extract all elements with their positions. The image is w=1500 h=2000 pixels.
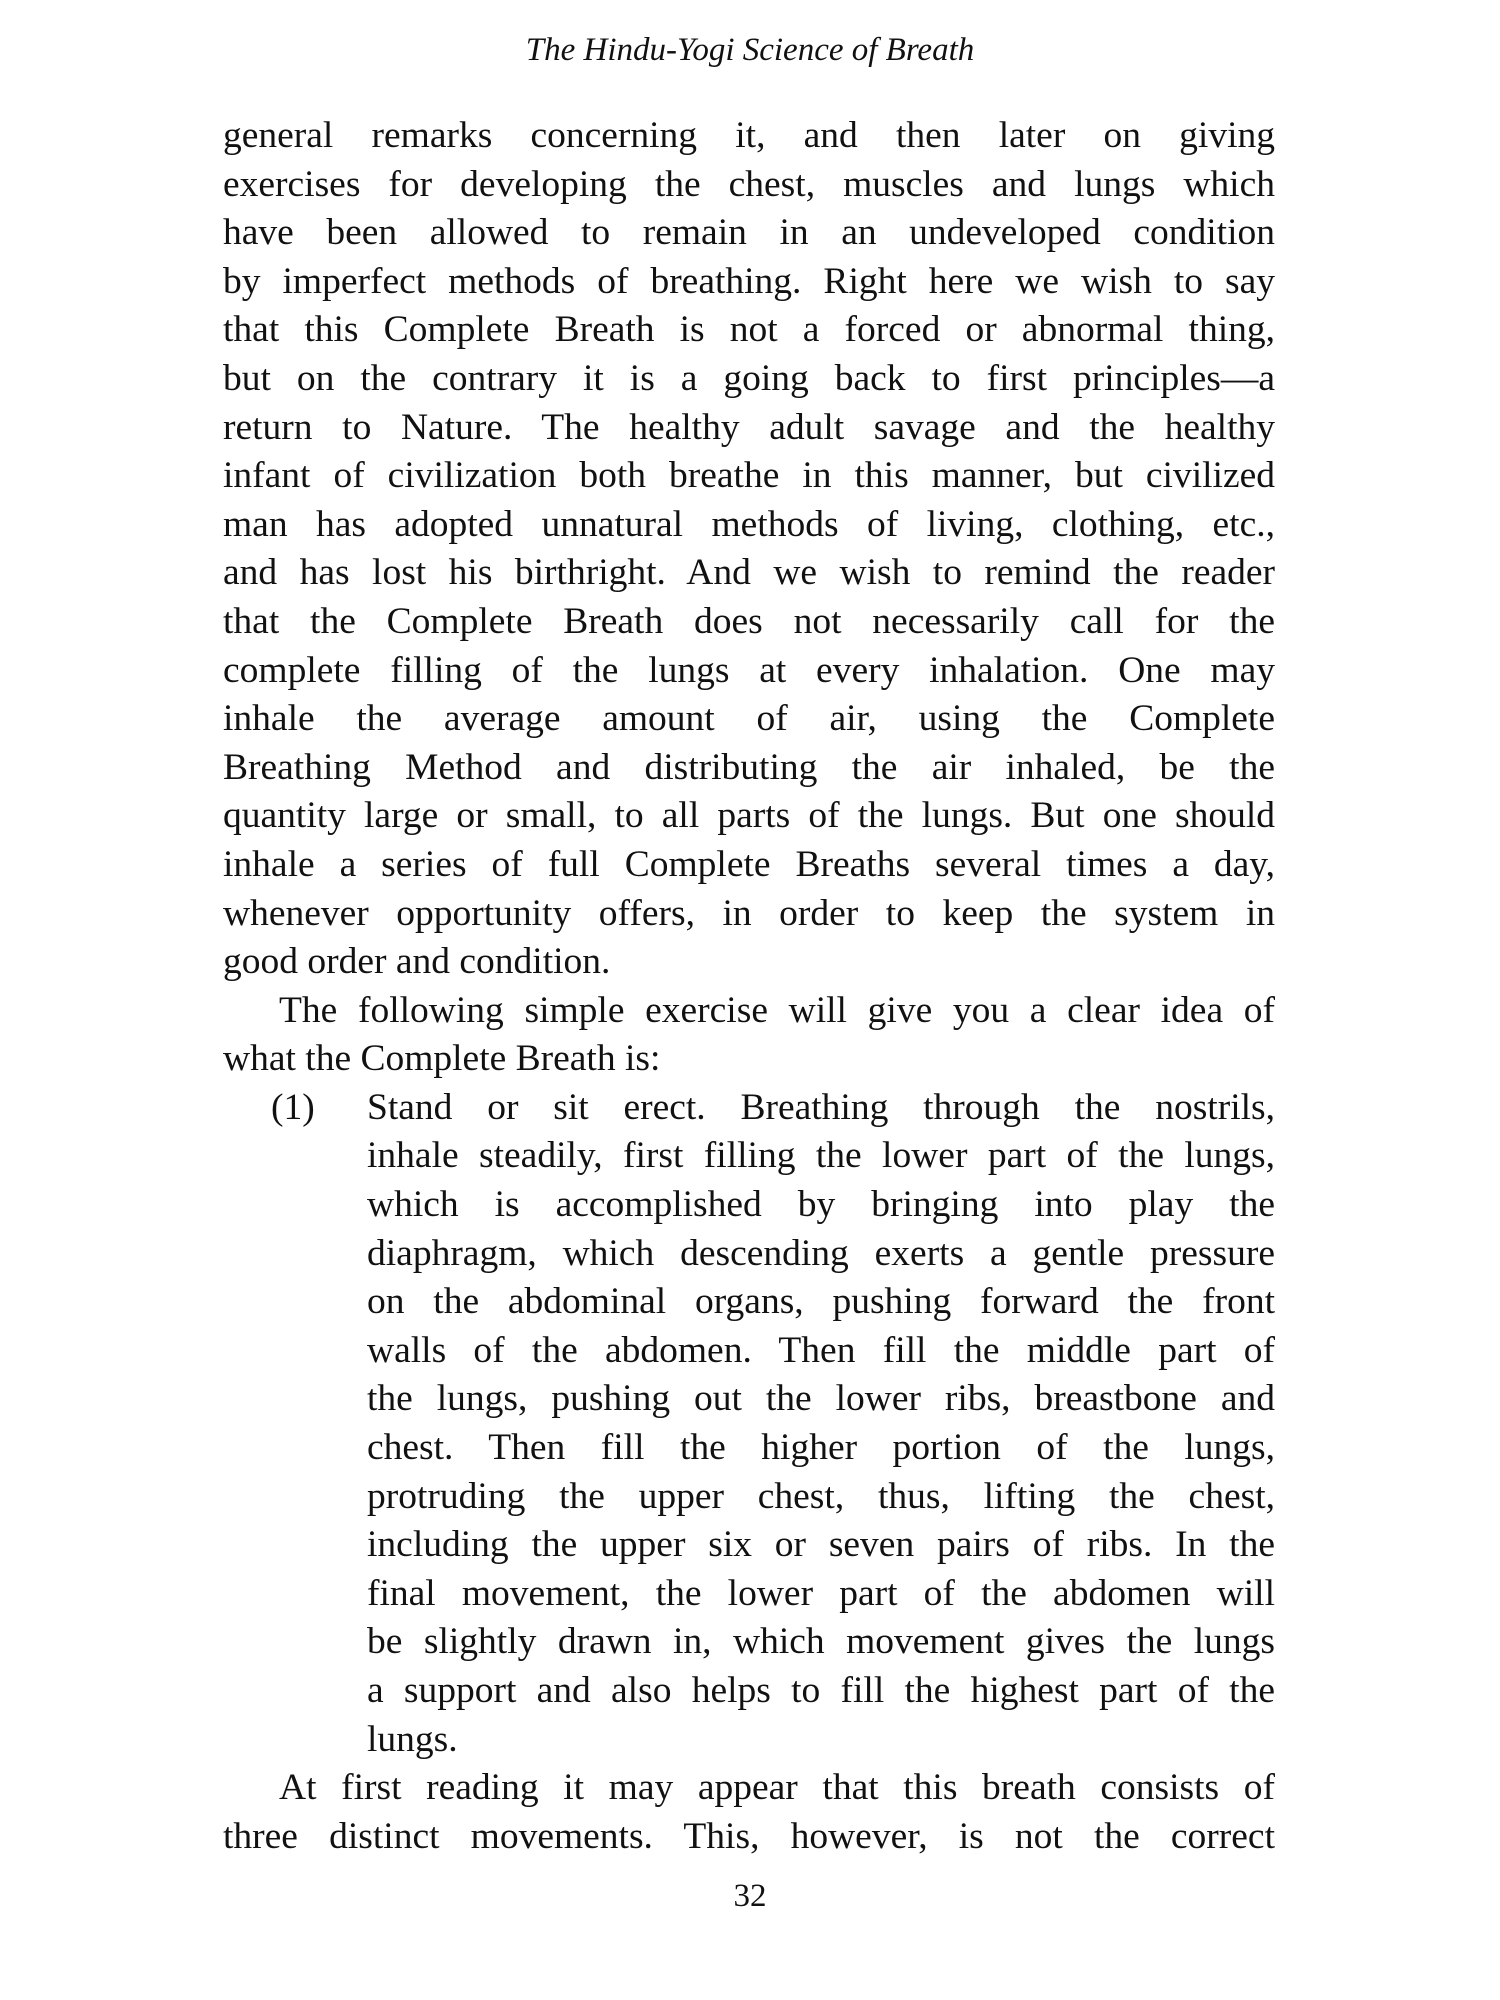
text-line: infant of civilization both breathe in this manner, but civilized [223,455,1275,497]
running-head: The Hindu-Yogi Science of Breath [525,32,975,68]
text-line: man has adopted unnatural methods of living, clothing, etc., [223,503,1275,545]
text-line: by imperfect methods of breathing. Right here we wish to say [223,260,1275,302]
text-line: and has lost his birthright. And we wish to remind the reader [223,552,1275,594]
text-line: quantity large or small, to all parts of the lungs. But one should [223,795,1275,837]
text-line: whenever opportunity offers, in order to keep the system in [223,892,1275,934]
text-line: final movement, the lower part of the abdomen will [367,1572,1275,1614]
text-line: that the Complete Breath does not necessarily call for the [223,600,1275,642]
paragraph-2 [223,987,1275,1084]
text-line: Stand or sit erect. Breathing through the nostrils, [367,1086,1275,1128]
text-line: general remarks concerning it, and then later on giving [223,115,1275,156]
text-line: exercises for developing the chest, muscles and lungs which [223,163,1275,205]
page-number: 32 [733,1878,767,1914]
text-line: including the upper six or seven pairs of ribs. In the [367,1524,1275,1566]
paragraph-1 [223,112,1275,987]
text-line: good order and condition. [223,941,611,983]
text-line: three distinct movements. This, however, is not the correct [223,1815,1275,1857]
page-body [223,112,1275,1861]
text-line: on the abdominal organs, pushing forward the front [367,1281,1275,1323]
text-line: return to Nature. The healthy adult savage and the healthy [223,406,1275,448]
text-line: chest. Then fill the higher portion of the lungs, [367,1427,1275,1469]
paragraph-3 [223,1764,1275,1861]
text-line: that this Complete Breath is not a forced or abnormal thing, [223,309,1275,351]
text-line: lungs. [367,1718,458,1760]
text-line: inhale steadily, first filling the lower part of the lungs, [367,1135,1275,1177]
text-line: walls of the abdomen. Then fill the middle part of [367,1329,1275,1371]
item-marker: (1) [271,1086,315,1128]
text-line: diaphragm, which descending exerts a gentle pressure [367,1232,1275,1274]
text-line: Breathing Method and distributing the air inhaled, be the [223,746,1275,788]
text-line: The following simple exercise will give you a clear idea of [279,989,1275,1031]
text-line: inhale the average amount of air, using the Complete [223,698,1275,740]
text-line: inhale a series of full Complete Breaths several times a day, [223,843,1275,885]
text-line: complete filling of the lungs at every inhalation. One may [223,649,1275,691]
text-line: be slightly drawn in, which movement gives the lungs [367,1621,1275,1663]
text-line: the lungs, pushing out the lower ribs, breastbone and [367,1378,1275,1420]
text-line: protruding the upper chest, thus, lifting the chest, [367,1475,1275,1517]
exercise-item-1 [223,1084,1275,1764]
text-line: At first reading it may appear that this breath consists of [279,1767,1275,1809]
text-line: but on the contrary it is a going back to first principles—a [223,357,1275,399]
text-line: what the Complete Breath is: [223,1038,661,1080]
text-line: a support and also helps to fill the highest part of the [367,1670,1275,1711]
text-line: have been allowed to remain in an undeveloped condition [223,212,1275,254]
text-line: which is accomplished by bringing into play the [367,1184,1275,1226]
